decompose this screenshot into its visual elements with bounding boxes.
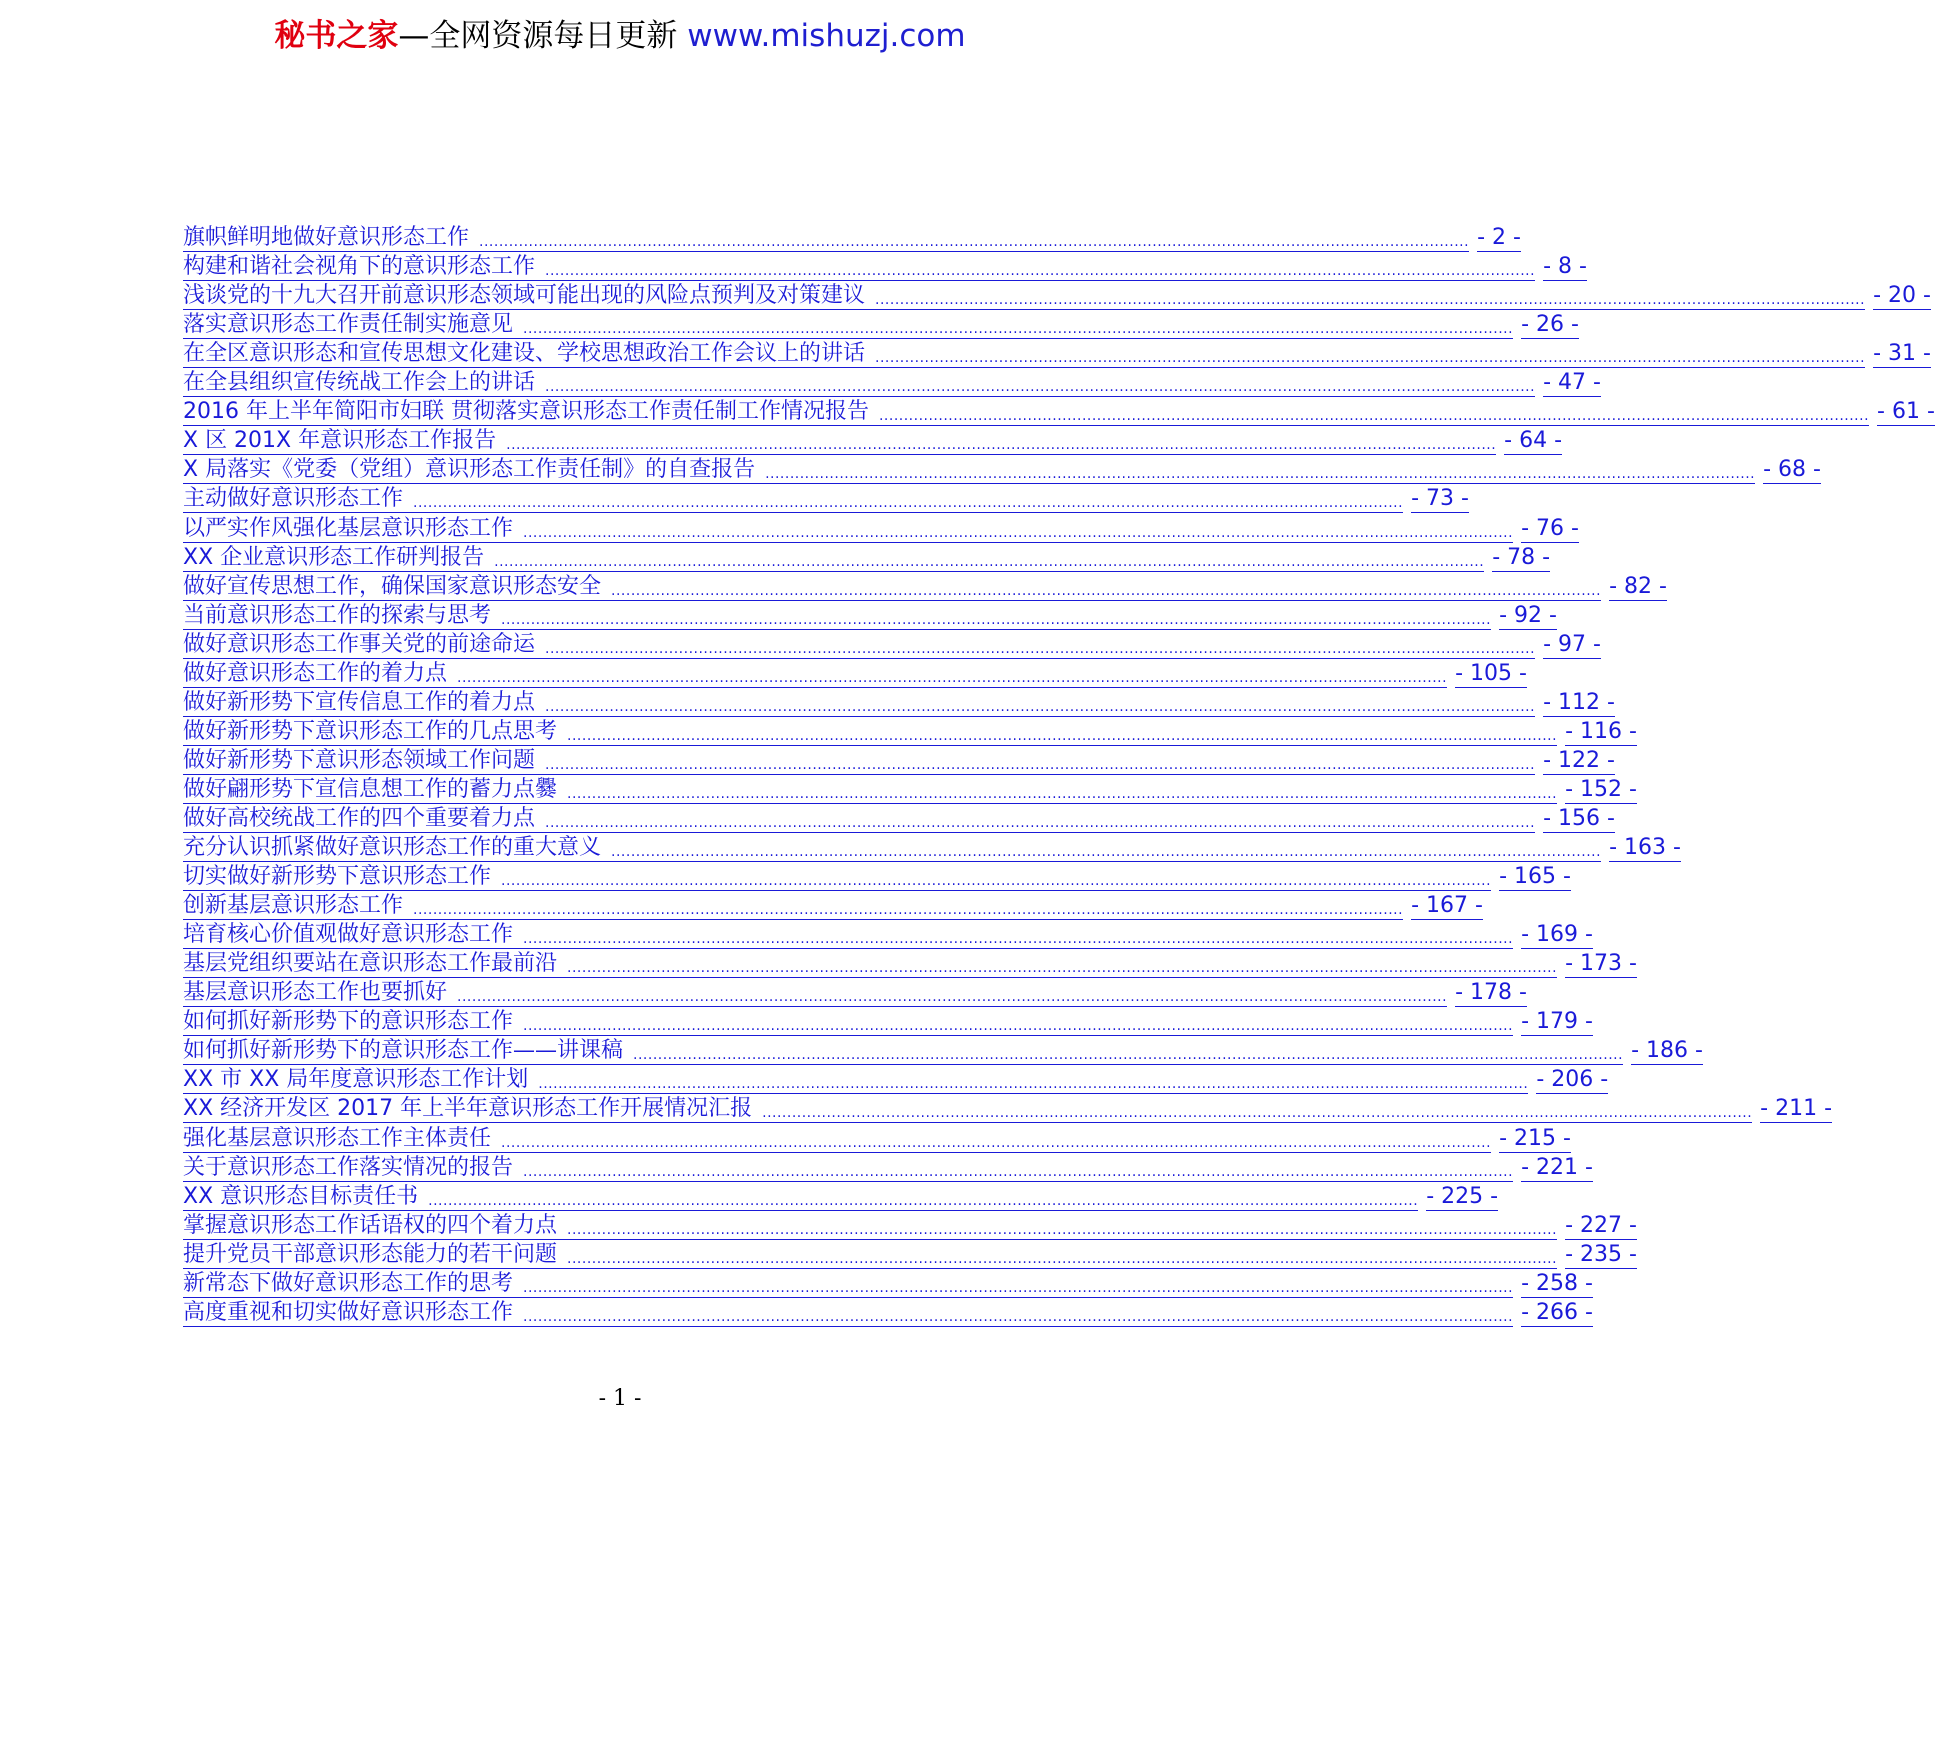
toc-entry-title[interactable]: X 局落实《党委（党组）意识形态工作责任制》的自查报告: [183, 457, 756, 483]
toc-dot-leader: ........................................................................................................................................................................................................: [557, 727, 1557, 746]
toc-entry-page[interactable]: - 68 -: [1763, 457, 1821, 483]
toc-entry[interactable]: [183, 949, 1637, 978]
toc-entry-title[interactable]: XX 企业意识形态工作研判报告: [183, 544, 485, 570]
toc-entry-page[interactable]: - 8 -: [1543, 254, 1587, 280]
toc-entry-title[interactable]: 落实意识形态工作责任制实施意见: [183, 312, 514, 338]
toc-entry[interactable]: [183, 1298, 1593, 1327]
toc-entry[interactable]: [183, 426, 1563, 455]
toc-entry-page[interactable]: - 186 -: [1631, 1038, 1703, 1064]
toc-entry[interactable]: [183, 252, 1587, 281]
toc-dot-leader: ........................................................................................................................................................................................................: [601, 582, 1601, 601]
toc-dot-leader: ........................................................................................................................................................................................................: [535, 262, 1535, 281]
toc-dot-leader: ........................................................................................................................................................................................................: [403, 494, 1403, 513]
toc-entry[interactable]: [183, 572, 1667, 601]
toc-entry-title[interactable]: 掌握意识形态工作话语权的四个着力点: [183, 1212, 558, 1238]
toc-dot-leader: ........................................................................................................................................................................................................: [469, 233, 1469, 252]
toc-dot-leader: ........................................................................................................................................................................................................: [869, 407, 1869, 426]
toc-dot-leader: ........................................................................................................................................................................................................: [513, 1279, 1513, 1298]
toc-dot-leader: ........................................................................................................................................................................................................: [484, 553, 1484, 572]
toc-entry[interactable]: [183, 746, 1615, 775]
toc-entry-title[interactable]: 如何抓好新形势下的意识形态工作——讲课稿: [183, 1038, 624, 1064]
toc-dot-leader: ........................................................................................................................................................................................................: [535, 698, 1535, 717]
toc-entry-page[interactable]: - 20 -: [1873, 283, 1931, 309]
toc-entry-page[interactable]: - 258 -: [1521, 1270, 1593, 1296]
toc-entry-page[interactable]: - 156 -: [1543, 805, 1615, 831]
toc-entry-page[interactable]: - 61 -: [1877, 399, 1935, 425]
toc-entry-page[interactable]: - 112 -: [1543, 689, 1615, 715]
toc-entry-title[interactable]: 做好新形势下意识形态领域工作问题: [183, 747, 536, 773]
toc-entry[interactable]: [183, 1123, 1571, 1152]
toc-entry[interactable]: [183, 978, 1527, 1007]
toc-entry-title[interactable]: 浅谈党的十九大召开前意识形态领域可能出现的风险点预判及对策建议: [183, 283, 866, 309]
toc-dot-leader: ........................................................................................................................................................................................................: [496, 436, 1496, 455]
toc-entry-page[interactable]: - 167 -: [1411, 893, 1483, 919]
toc-entry-page[interactable]: - 78 -: [1492, 544, 1551, 570]
toc-entry-title[interactable]: 基层党组织要站在意识形态工作最前沿: [183, 951, 558, 977]
toc-entry-page[interactable]: - 225 -: [1426, 1183, 1499, 1209]
toc-dot-leader: ........................................................................................................................................................................................................: [557, 1250, 1557, 1269]
toc-entry-title[interactable]: 切实做好新形势下意识形态工作: [183, 864, 492, 890]
toc-dot-leader: ........................................................................................................................................................................................................: [865, 349, 1865, 368]
toc-entry[interactable]: [183, 1269, 1593, 1298]
toc-dot-leader: ........................................................................................................................................................................................................: [752, 1104, 1752, 1123]
toc-entry-page[interactable]: - 211 -: [1760, 1096, 1833, 1122]
toc-entry-title[interactable]: 强化基层意识形态工作主体责任: [183, 1125, 492, 1151]
toc-entry-page[interactable]: - 173 -: [1565, 951, 1637, 977]
toc-dot-leader: ........................................................................................................................................................................................................: [557, 959, 1557, 978]
toc-entry-title[interactable]: XX 经济开发区 2017 年上半年意识形态工作开展情况汇报: [183, 1096, 753, 1122]
toc-entry-page[interactable]: - 235 -: [1565, 1241, 1637, 1267]
toc-dot-leader: ........................................................................................................................................................................................................: [623, 1046, 1623, 1065]
toc-entry-page[interactable]: - 221 -: [1521, 1154, 1593, 1180]
toc-entry-title[interactable]: 新常态下做好意识形态工作的思考: [183, 1270, 514, 1296]
toc-entry-page[interactable]: - 116 -: [1565, 718, 1637, 744]
toc-entry[interactable]: [183, 223, 1521, 252]
toc-dot-leader: ........................................................................................................................................................................................................: [403, 901, 1403, 920]
toc-dot-leader: ........................................................................................................................................................................................................: [513, 1163, 1513, 1182]
toc-entry-title[interactable]: 如何抓好新形势下的意识形态工作: [183, 1009, 514, 1035]
toc-entry[interactable]: [183, 920, 1593, 949]
toc-entry[interactable]: [183, 484, 1469, 513]
site-brand: 秘书之家: [274, 18, 399, 54]
toc-entry-page[interactable]: - 215 -: [1499, 1125, 1571, 1151]
toc-entry-page[interactable]: - 169 -: [1521, 922, 1593, 948]
toc-entry-title[interactable]: 做好意识形态工作事关党的前途命运: [183, 631, 536, 657]
toc-entry[interactable]: [183, 1065, 1609, 1094]
toc-entry-title[interactable]: XX 意识形态目标责任书: [183, 1183, 419, 1209]
toc-entry[interactable]: [183, 1007, 1593, 1036]
toc-entry[interactable]: [183, 1153, 1593, 1182]
toc-entry[interactable]: [183, 1182, 1499, 1211]
toc-entry[interactable]: [183, 891, 1483, 920]
toc-entry-title[interactable]: 以严实作风强化基层意识形态工作: [183, 515, 514, 541]
toc-entry[interactable]: [183, 1036, 1703, 1065]
toc-entry-page[interactable]: - 152 -: [1565, 776, 1637, 802]
toc-entry-page[interactable]: - 92 -: [1499, 602, 1557, 628]
toc-entry-title[interactable]: XX 市 XX 局年度意识形态工作计划: [183, 1067, 529, 1093]
toc-dot-leader: ........................................................................................................................................................................................................: [491, 872, 1491, 891]
toc-entry[interactable]: [183, 601, 1557, 630]
toc-entry-page[interactable]: - 76 -: [1521, 515, 1579, 541]
toc-entry-page[interactable]: - 64 -: [1504, 428, 1563, 454]
toc-dot-leader: ........................................................................................................................................................................................................: [513, 930, 1513, 949]
toc-dot-leader: ........................................................................................................................................................................................................: [755, 465, 1755, 484]
page-number: - 1 -: [598, 1386, 642, 1411]
toc-entry-title[interactable]: 做好意识形态工作的着力点: [183, 660, 448, 686]
toc-entry-page[interactable]: - 31 -: [1873, 341, 1931, 367]
toc-entry[interactable]: [183, 804, 1615, 833]
toc-entry[interactable]: [183, 339, 1931, 368]
toc-entry[interactable]: [183, 455, 1821, 484]
toc-entry[interactable]: [183, 717, 1637, 746]
toc-entry-title[interactable]: 高度重视和切实做好意识形态工作: [183, 1299, 514, 1325]
toc-entry-title[interactable]: X 区 201X 年意识形态工作报告: [183, 428, 497, 454]
toc-entry[interactable]: [183, 775, 1637, 804]
toc-entry-page[interactable]: - 266 -: [1521, 1299, 1593, 1325]
toc-entry-title[interactable]: 当前意识形态工作的探索与思考: [183, 602, 492, 628]
table-of-contents: [183, 223, 1935, 1327]
site-slogan: —全网资源每日更新: [398, 18, 678, 54]
toc-dot-leader: ........................................................................................................................................................................................................: [447, 988, 1447, 1007]
toc-dot-leader: ........................................................................................................................................................................................................: [528, 1075, 1528, 1094]
toc-entry-title[interactable]: 关于意识形态工作落实情况的报告: [183, 1154, 514, 1180]
toc-entry-title[interactable]: 旗帜鲜明地做好意识形态工作: [183, 225, 470, 251]
toc-entry[interactable]: [183, 833, 1681, 862]
toc-entry-title[interactable]: 做好高校统战工作的四个重要着力点: [183, 805, 536, 831]
toc-entry[interactable]: [183, 630, 1601, 659]
toc-entry-page[interactable]: - 82 -: [1609, 573, 1667, 599]
toc-entry-page[interactable]: - 227 -: [1565, 1212, 1637, 1238]
toc-dot-leader: ........................................................................................................................................................................................................: [491, 611, 1491, 630]
toc-entry-title[interactable]: 做好翩形势下宣信息想工作的蓄力点爨: [183, 776, 558, 802]
toc-entry-page[interactable]: - 97 -: [1543, 631, 1601, 657]
toc-entry-title[interactable]: 创新基层意识形态工作: [183, 893, 404, 919]
toc-dot-leader: ........................................................................................................................................................................................................: [447, 669, 1447, 688]
toc-dot-leader: ........................................................................................................................................................................................................: [601, 843, 1601, 862]
toc-entry-title[interactable]: 主动做好意识形态工作: [183, 486, 404, 512]
toc-entry[interactable]: [183, 1211, 1637, 1240]
toc-entry-page[interactable]: - 2 -: [1477, 225, 1521, 251]
toc-entry-title[interactable]: 构建和谐社会视角下的意识形态工作: [183, 254, 536, 280]
toc-entry-page[interactable]: - 26 -: [1521, 312, 1579, 338]
toc-entry-title[interactable]: 做好宣传思想工作，确保国家意识形态安全: [183, 573, 602, 599]
toc-entry[interactable]: [183, 688, 1615, 717]
toc-entry-page[interactable]: - 163 -: [1609, 835, 1681, 861]
toc-dot-leader: ........................................................................................................................................................................................................: [513, 1308, 1513, 1327]
toc-entry-page[interactable]: - 178 -: [1455, 980, 1527, 1006]
toc-entry-title[interactable]: 基层意识形态工作也要抓好: [183, 980, 448, 1006]
toc-entry[interactable]: [183, 397, 1935, 426]
toc-entry[interactable]: [183, 1240, 1637, 1269]
toc-entry-page[interactable]: - 47 -: [1543, 370, 1601, 396]
toc-entry-page[interactable]: - 165 -: [1499, 864, 1571, 890]
toc-entry-page[interactable]: - 122 -: [1543, 747, 1615, 773]
toc-dot-leader: ........................................................................................................................................................................................................: [535, 378, 1535, 397]
toc-entry-page[interactable]: - 206 -: [1536, 1067, 1609, 1093]
toc-entry-title[interactable]: 在全区意识形态和宣传思想文化建设、学校思想政治工作会议上的讲话: [183, 341, 866, 367]
toc-entry-title[interactable]: 做好新形势下意识形态工作的几点思考: [183, 718, 558, 744]
toc-entry-title[interactable]: 提升党员干部意识形态能力的若干问题: [183, 1241, 558, 1267]
toc-entry-page[interactable]: - 73 -: [1411, 486, 1469, 512]
toc-dot-leader: ........................................................................................................................................................................................................: [535, 640, 1535, 659]
toc-dot-leader: ........................................................................................................................................................................................................: [418, 1192, 1418, 1211]
toc-dot-leader: ........................................................................................................................................................................................................: [513, 1017, 1513, 1036]
toc-entry[interactable]: [183, 513, 1579, 542]
toc-entry-title[interactable]: 做好新形势下宣传信息工作的着力点: [183, 689, 536, 715]
toc-dot-leader: ........................................................................................................................................................................................................: [535, 814, 1535, 833]
toc-entry[interactable]: [183, 659, 1527, 688]
toc-entry-title[interactable]: 充分认识抓紧做好意识形态工作的重大意义: [183, 835, 602, 861]
toc-dot-leader: ........................................................................................................................................................................................................: [491, 1134, 1491, 1153]
toc-entry-title[interactable]: 2016 年上半年简阳市妇联 贯彻落实意识形态工作责任制工作情况报告: [183, 399, 869, 425]
toc-dot-leader: ........................................................................................................................................................................................................: [513, 320, 1513, 339]
toc-dot-leader: ........................................................................................................................................................................................................: [557, 1221, 1557, 1240]
site-header: [0, 14, 1240, 58]
toc-dot-leader: ........................................................................................................................................................................................................: [535, 756, 1535, 775]
site-url-link[interactable]: www.mishuzj.com: [687, 18, 966, 54]
toc-entry[interactable]: [183, 310, 1579, 339]
toc-entry-title[interactable]: 在全县组织宣传统战工作会上的讲话: [183, 370, 536, 396]
toc-entry[interactable]: [183, 1094, 1833, 1123]
toc-entry[interactable]: [183, 368, 1601, 397]
toc-dot-leader: ........................................................................................................................................................................................................: [865, 291, 1865, 310]
toc-entry-title[interactable]: 培育核心价值观做好意识形态工作: [183, 922, 514, 948]
toc-entry[interactable]: [183, 543, 1551, 572]
toc-entry[interactable]: [183, 281, 1931, 310]
toc-entry-page[interactable]: - 179 -: [1521, 1009, 1593, 1035]
toc-entry[interactable]: [183, 862, 1571, 891]
toc-dot-leader: ........................................................................................................................................................................................................: [513, 524, 1513, 543]
toc-entry-page[interactable]: - 105 -: [1455, 660, 1527, 686]
toc-dot-leader: ........................................................................................................................................................................................................: [557, 785, 1557, 804]
